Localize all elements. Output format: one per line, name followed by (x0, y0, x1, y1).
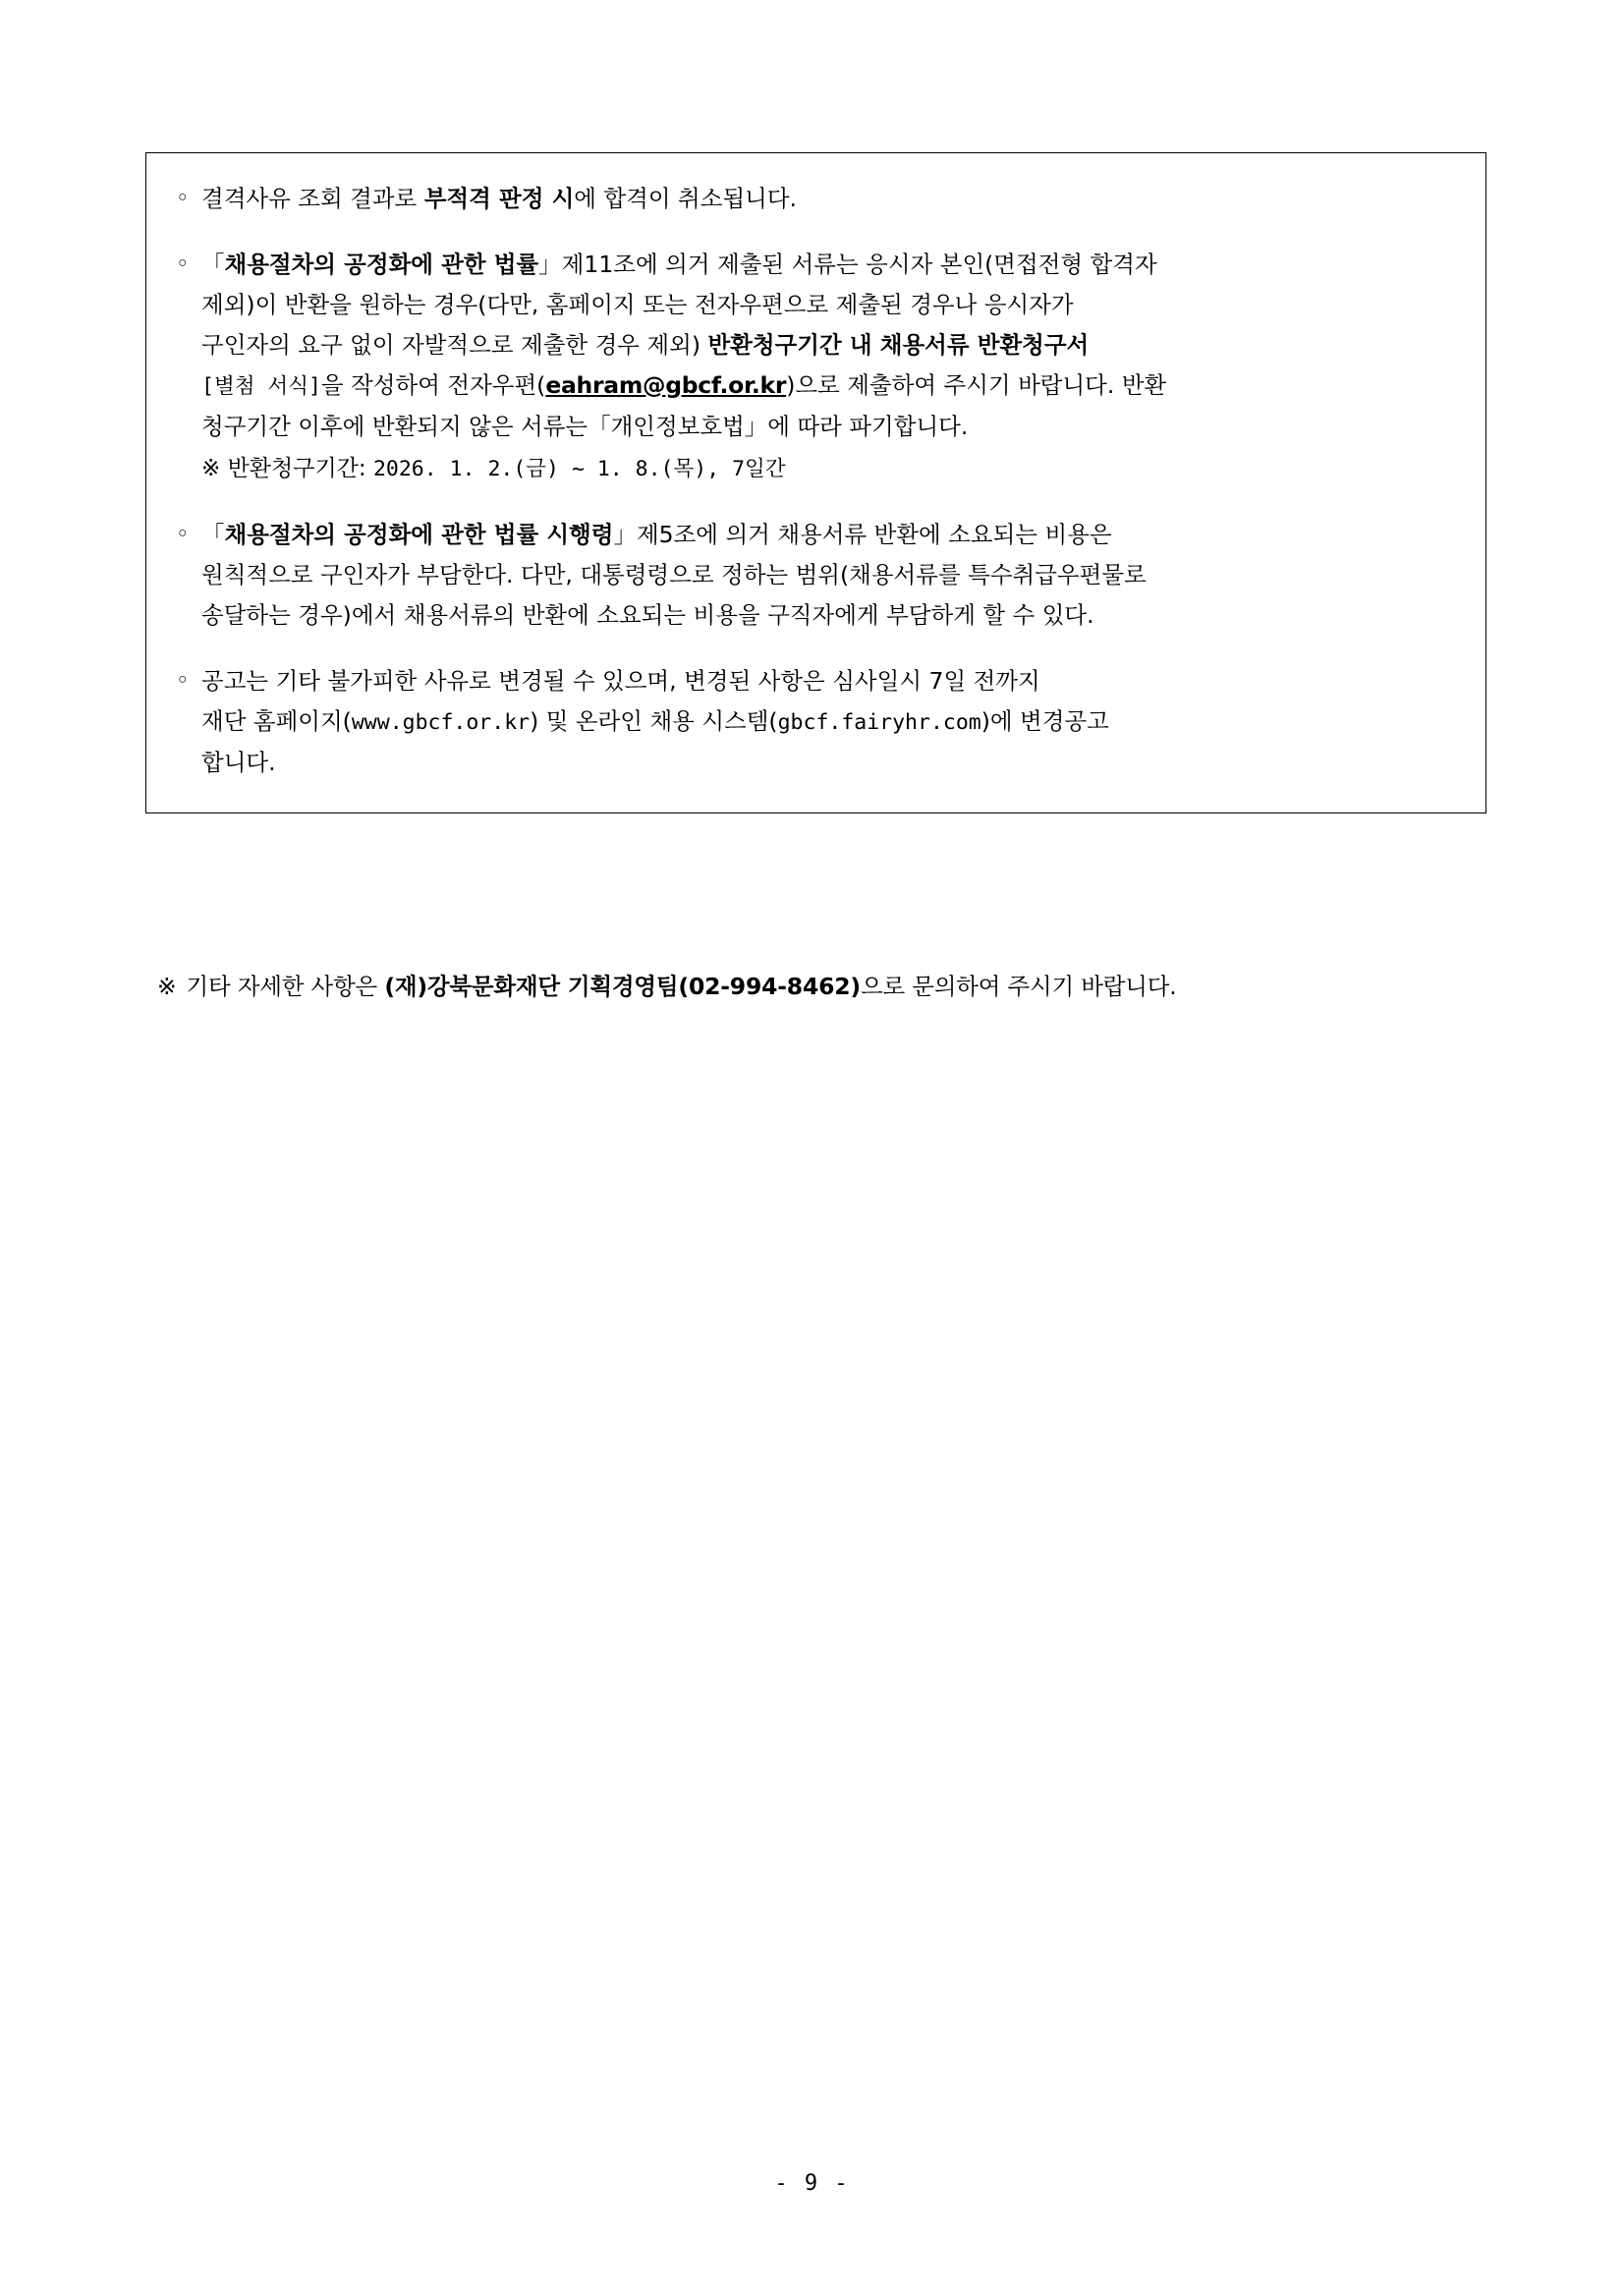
body-text: 「 (201, 251, 225, 278)
body-text: ) 및 온라인 채용 시스템( (530, 707, 778, 735)
body-text: )에 변경공고 (980, 707, 1109, 735)
notice-item (176, 245, 1452, 489)
notice-item (176, 515, 1452, 636)
footnote (157, 968, 1488, 1005)
text-line (201, 245, 1452, 285)
mono-text: [별첨 서식] (201, 374, 321, 399)
body-text: 」제11조에 의거 제출된 서류는 응시자 본인(면접전형 합격자 (538, 251, 1157, 278)
body-text: 구인자의 요구 없이 자발적으로 제출한 경우 제외) (201, 331, 708, 359)
body-text: 기타 자세한 사항은 (186, 973, 385, 1000)
text-line (201, 365, 1452, 407)
mono-text: gbcf.fairyhr.com (777, 710, 981, 735)
notice-item (176, 179, 1452, 219)
body-text: 」제5조에 의거 채용서류 반환에 소요되는 비용은 (613, 521, 1112, 548)
body-text: 원칙적으로 구인자가 부담한다. 다만, 대통령령으로 정하는 범위(채용서류를 특수취급우편물로 (201, 561, 1147, 588)
notice-item-text (201, 515, 1452, 636)
footnote-mark: ※ (157, 973, 177, 1000)
text-line (201, 555, 1452, 595)
body-text: 을 작성하여 전자우편( (320, 371, 546, 399)
text-line (201, 325, 1452, 365)
body-text: )으로 제출하여 주시기 바랍니다. 반환 (786, 371, 1167, 399)
body-text: 합니다. (201, 749, 276, 776)
mono-text: 2026. 1. 2.(금) ~ 1. 8.(목), 7일간 (372, 457, 786, 481)
notice-items (176, 179, 1452, 783)
notice-item (176, 661, 1452, 783)
notice-box (145, 152, 1486, 813)
text-line (201, 661, 1452, 701)
notice-item-text (201, 245, 1452, 489)
emphasis-text: 반환청구기간 내 채용서류 반환청구서 (707, 331, 1090, 359)
mono-text: www.gbcf.or.kr (351, 710, 531, 735)
body-text: 송달하는 경우)에서 채용서류의 반환에 소요되는 비용을 구직자에게 부담하게 할 수 있다. (201, 601, 1094, 629)
body-text: 공고는 기타 불가피한 사유로 변경될 수 있으며, 변경된 사항은 심사일시 7일 전까지 (201, 667, 1040, 695)
body-text: 으로 문의하여 주시기 바랍니다. (860, 973, 1177, 1000)
bullet-icon: ◦ (176, 186, 190, 211)
bullet-icon: ◦ (176, 522, 190, 547)
emphasis-text: 부적격 판정 시 (423, 185, 575, 212)
text-line (201, 743, 1452, 783)
text-line (201, 595, 1452, 636)
bullet-icon: ◦ (176, 252, 190, 277)
notice-subnote (201, 449, 1452, 489)
text-line (201, 285, 1452, 325)
emphasis-text: 채용절차의 공정화에 관한 법률 (224, 251, 539, 278)
body-text: 에 합격이 취소됩니다. (574, 185, 798, 212)
body-text: 「 (201, 521, 225, 548)
text-line (201, 407, 1452, 447)
body-text: 재단 홈페이지( (201, 707, 352, 735)
body-text: 제외)이 반환을 원하는 경우(다만, 홈페이지 또는 전자우편으로 제출된 경우나 응시자가 (201, 291, 1074, 318)
email-link[interactable]: eahram@gbcf.or.kr (545, 371, 787, 399)
text-line (201, 701, 1452, 743)
page-number: - 9 - (774, 2171, 850, 2196)
notice-item-text (201, 661, 1452, 783)
body-text: 결격사유 조회 결과로 (201, 185, 424, 212)
footnote-text (187, 973, 1177, 1000)
emphasis-text: 채용절차의 공정화에 관한 법률 시행령 (224, 521, 614, 548)
text-line (201, 179, 1452, 219)
bullet-icon: ◦ (176, 668, 190, 694)
notice-item-text (201, 179, 1452, 219)
text-line (201, 515, 1452, 555)
emphasis-text: (재)강북문화재단 기획경영팀(02-994-8462) (384, 973, 861, 1000)
body-text: ※ 반환청구기간: (201, 456, 373, 481)
body-text: 청구기간 이후에 반환되지 않은 서류는「개인정보호법」에 따라 파기합니다. (201, 413, 969, 440)
